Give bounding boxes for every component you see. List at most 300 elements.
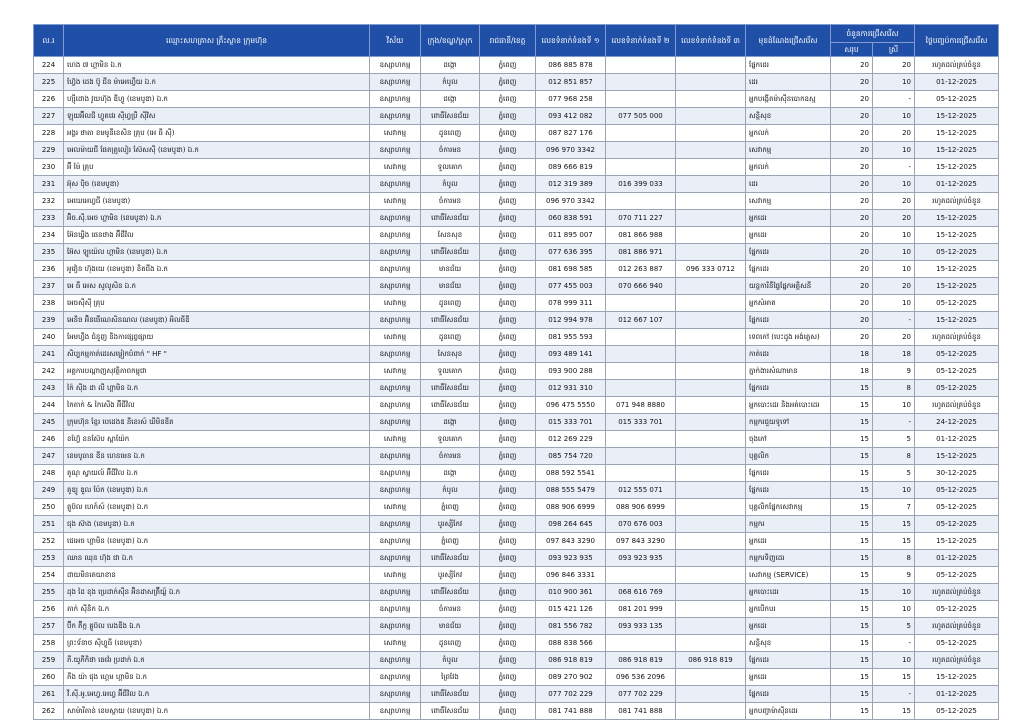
header-phone1: លេខទំនាក់ទំនងទី ១ xyxy=(536,25,606,57)
cell-province: ភ្នំពេញ xyxy=(480,176,536,193)
cell-province: ភ្នំពេញ xyxy=(480,380,536,397)
cell-province: ភ្នំពេញ xyxy=(480,618,536,635)
header-name: ឈ្មោះសហគ្រាស គ្រឹះស្ថាន ក្រុមហ៊ុន xyxy=(64,25,370,57)
cell-female: 5 xyxy=(873,431,915,448)
cell-sector: ឧស្សាហកម្ម xyxy=(370,244,421,261)
table-body xyxy=(34,57,999,720)
cell-position: បុគ្គលិក xyxy=(746,448,831,465)
cell-no: 248 xyxy=(34,465,64,482)
cell-no: 240 xyxy=(34,329,64,346)
cell-phone3 xyxy=(676,431,746,448)
cell-district: មានជ័យ xyxy=(421,618,480,635)
cell-sector: ឧស្សាហកម្ម xyxy=(370,414,421,431)
cell-total: 15 xyxy=(831,703,873,720)
cell-no: 231 xyxy=(34,176,64,193)
cell-female: 5 xyxy=(873,618,915,635)
header-phone3: លេខទំនាក់ទំនងទី ៣ xyxy=(676,25,746,57)
cell-position: ផ្នែកដេរ xyxy=(746,57,831,74)
cell-total: 20 xyxy=(831,125,873,142)
cell-position: ផ្នែកដេរ xyxy=(746,465,831,482)
table-row xyxy=(34,244,999,261)
cell-phone2 xyxy=(606,125,676,142)
cell-company-name: ប៊ីក ភ៊ីក្ក គ្លូប៊ល បេង​ឌីង ឯ.ក xyxy=(64,618,370,635)
cell-phone3 xyxy=(676,584,746,601)
cell-no: 262 xyxy=(34,703,64,720)
cell-no: 251 xyxy=(34,516,64,533)
job-listing-table xyxy=(33,24,999,720)
cell-phone3 xyxy=(676,108,746,125)
cell-position: ចុងភៅ xyxy=(746,431,831,448)
cell-phone1: 012 319 389 xyxy=(536,176,606,193)
cell-total: 15 xyxy=(831,567,873,584)
cell-company-name: អេលម៉ាយជី ផែតត្រូលៀរ ស៊ែសស៊ី (ខេមបូឌា) ឯ.ក xyxy=(64,142,370,159)
cell-company-name: វី.ស៊ី.អូ.អេហ្វ.អេហ្វ អ៊ីជីវិល ឯ.ក xyxy=(64,686,370,703)
cell-sector: សេវាកម្ម xyxy=(370,567,421,584)
cell-company-name: គូណុ ស្វាយល៍ អ៊ីជីវិល ឯ.ក xyxy=(64,465,370,482)
cell-phone2 xyxy=(606,142,676,159)
cell-position: អ្នកបើកបរ xyxy=(746,601,831,618)
table-row xyxy=(34,397,999,414)
cell-phone1: 096 970 3342 xyxy=(536,193,606,210)
cell-deadline: 05-12-2025 xyxy=(915,703,999,720)
cell-phone3 xyxy=(676,516,746,533)
cell-female: 8 xyxy=(873,550,915,567)
cell-province: ភ្នំពេញ xyxy=(480,601,536,618)
cell-district: ពោធិ៍សែនជ័យ xyxy=(421,244,480,261)
cell-position: អ្នកបោះដេរ និងអត់បោះដេរ xyxy=(746,397,831,414)
cell-phone2: 093 923 935 xyxy=(606,550,676,567)
cell-no: 228 xyxy=(34,125,64,142)
cell-phone3 xyxy=(676,227,746,244)
cell-position: ផ្នែកដេរ xyxy=(746,652,831,669)
cell-female: 20 xyxy=(873,210,915,227)
cell-district: ដង្កោ xyxy=(421,57,480,74)
cell-sector: ឧស្សាហកម្ម xyxy=(370,584,421,601)
cell-sector: សេវាកម្ម xyxy=(370,125,421,142)
table-row xyxy=(34,703,999,720)
cell-phone2 xyxy=(606,329,676,346)
table-row xyxy=(34,57,999,74)
cell-phone1: 088 906 6999 xyxy=(536,499,606,516)
cell-female: 20 xyxy=(873,57,915,74)
cell-company-name: ឈាន ឈុន ហ៊ុង ជា ឯ.ក xyxy=(64,550,370,567)
header-quantity: ចំនួនការជ្រើសរើស xyxy=(831,25,915,43)
cell-sector: ឧស្សាហកម្ម xyxy=(370,686,421,703)
cell-phone2: 012 263 887 xyxy=(606,261,676,278)
cell-deadline: 15-12-2025 xyxy=(915,159,999,176)
cell-district: ពោធិ៍សែនជ័យ xyxy=(421,703,480,720)
cell-deadline: 01-12-2025 xyxy=(915,550,999,567)
cell-position: យន្តការិនីផ្ទៃផ្នែកអគ្គិសនី xyxy=(746,278,831,295)
cell-phone3 xyxy=(676,635,746,652)
cell-total: 15 xyxy=(831,448,873,465)
cell-deadline: 30-12-2025 xyxy=(915,465,999,482)
cell-phone3 xyxy=(676,125,746,142)
cell-phone2: 012 555 071 xyxy=(606,482,676,499)
cell-company-name: ហ្វ៊ែង ដេង ប៊ូ ជីន ម៉ាអេហ្វេីយ ឯ.ក xyxy=(64,74,370,91)
cell-district: ទួលគោក xyxy=(421,431,480,448)
cell-phone2: 077 505 000 xyxy=(606,108,676,125)
cell-deadline: រហូតដល់គ្រប់ចំនួន xyxy=(915,193,999,210)
cell-district: ដូនពេញ xyxy=(421,635,480,652)
cell-total: 15 xyxy=(831,482,873,499)
cell-female: 8 xyxy=(873,448,915,465)
cell-phone1: 088 555 5479 xyxy=(536,482,606,499)
cell-phone3 xyxy=(676,448,746,465)
cell-sector: សេវាកម្ម xyxy=(370,329,421,346)
cell-district: បូរស្សីកែវ xyxy=(421,567,480,584)
cell-district: សែនសុខ xyxy=(421,346,480,363)
cell-province: ភ្នំពេញ xyxy=(480,142,536,159)
cell-total: 15 xyxy=(831,431,873,448)
cell-province: ភ្នំពេញ xyxy=(480,669,536,686)
cell-position: អ្នកដេរ xyxy=(746,669,831,686)
table-row xyxy=(34,465,999,482)
cell-phone1: 077 636 395 xyxy=(536,244,606,261)
cell-phone1: 012 994 978 xyxy=(536,312,606,329)
cell-company-name: តាក់ ស៊ីនិក ឯ.ក xyxy=(64,601,370,618)
cell-phone1: 089 270 902 xyxy=(536,669,606,686)
cell-position: ផ្នែកដេរ xyxy=(746,380,831,397)
cell-female: 10 xyxy=(873,227,915,244)
cell-phone2: 070 666 940 xyxy=(606,278,676,295)
cell-female: 10 xyxy=(873,176,915,193)
cell-district: ដង្កោ xyxy=(421,465,480,482)
cell-position: សេវាកម្ម (SERVICE) xyxy=(746,567,831,584)
cell-total: 15 xyxy=(831,601,873,618)
cell-phone3 xyxy=(676,380,746,397)
cell-position: អ្នកដេរ xyxy=(746,533,831,550)
cell-sector: សេវាកម្ម xyxy=(370,499,421,516)
cell-phone2: 070 676 003 xyxy=(606,516,676,533)
cell-position: ផ្នែកដេរ xyxy=(746,244,831,261)
cell-phone3 xyxy=(676,669,746,686)
cell-phone3 xyxy=(676,618,746,635)
cell-sector: ឧស្សាហកម្ម xyxy=(370,465,421,482)
cell-province: ភ្នំពេញ xyxy=(480,567,536,584)
cell-district: ពោធិ៍សែនជ័យ xyxy=(421,584,480,601)
cell-province: ភ្នំពេញ xyxy=(480,278,536,295)
table-row xyxy=(34,516,999,533)
table-row xyxy=(34,380,999,397)
cell-total: 15 xyxy=(831,533,873,550)
cell-no: 258 xyxy=(34,635,64,652)
cell-deadline: 15-12-2025 xyxy=(915,533,999,550)
cell-position: សន្តិសុខ xyxy=(746,108,831,125)
table-row xyxy=(34,635,999,652)
cell-phone1: 093 489 141 xyxy=(536,346,606,363)
cell-no: 237 xyxy=(34,278,64,295)
cell-total: 20 xyxy=(831,142,873,159)
cell-phone1: 086 918 819 xyxy=(536,652,606,669)
cell-female: 10 xyxy=(873,482,915,499)
cell-district: ពោធិ៍សែនជ័យ xyxy=(421,312,480,329)
header-province: រាជធានី/ខេត្ត xyxy=(480,25,536,57)
cell-total: 15 xyxy=(831,584,873,601)
cell-district: ទួលគោក xyxy=(421,159,480,176)
cell-no: 254 xyxy=(34,567,64,584)
cell-company-name: ឡុយអ៊ីលជី ហ្វូតវេរ ស៊ីហ្វប្រឺ ស៊ីវិស xyxy=(64,108,370,125)
cell-phone3 xyxy=(676,397,746,414)
table-row xyxy=(34,550,999,567)
cell-province: ភ្នំពេញ xyxy=(480,244,536,261)
cell-phone2 xyxy=(606,363,676,380)
cell-district: ចំការមន xyxy=(421,193,480,210)
cell-no: 226 xyxy=(34,91,64,108)
cell-province: ភ្នំពេញ xyxy=(480,227,536,244)
cell-district: មានជ័យ xyxy=(421,261,480,278)
cell-total: 15 xyxy=(831,652,873,669)
cell-phone1: 012 269 229 xyxy=(536,431,606,448)
cell-female: 7 xyxy=(873,499,915,516)
cell-company-name: កៃតាក់ & កៃ​សេីង អ៊ីជីវិល xyxy=(64,397,370,414)
cell-sector: ឧស្សាហកម្ម xyxy=(370,516,421,533)
cell-no: 249 xyxy=(34,482,64,499)
cell-no: 238 xyxy=(34,295,64,312)
table-row xyxy=(34,567,999,584)
cell-deadline: 15-12-2025 xyxy=(915,108,999,125)
cell-total: 20 xyxy=(831,210,873,227)
cell-phone2 xyxy=(606,380,676,397)
cell-district: ព្រៃវែង xyxy=(421,669,480,686)
cell-district: សែនសុខ xyxy=(421,227,480,244)
cell-phone1: 097 843 3290 xyxy=(536,533,606,550)
header-sector: វិស័យ xyxy=(370,25,421,57)
cell-no: 232 xyxy=(34,193,64,210)
cell-female: 10 xyxy=(873,601,915,618)
cell-phone1: 012 851 857 xyxy=(536,74,606,91)
cell-company-name: អេឃេអេហ្វជី (ខេមបូឌា) xyxy=(64,193,370,210)
cell-company-name: គ្លូប៊ល ហេក៍ស៍ (ខេមបូឌា) ឯ.ក xyxy=(64,499,370,516)
cell-position: កាត់ដេរ xyxy=(746,346,831,363)
cell-phone2 xyxy=(606,448,676,465)
cell-district: ពោធិ៍សែនជ័យ xyxy=(421,108,480,125)
header-phone2: លេខទំនាក់ទំនងទី ២ xyxy=(606,25,676,57)
cell-sector: ឧស្សាហកម្ម xyxy=(370,91,421,108)
cell-position: អ្នកបង្កើតម៉ាស៊ីនបោកឧស្ម xyxy=(746,91,831,108)
cell-female: 15 xyxy=(873,533,915,550)
cell-phone2 xyxy=(606,567,676,584)
cell-deadline: រហូតដល់គ្រប់ចំនួន xyxy=(915,618,999,635)
cell-phone3 xyxy=(676,57,746,74)
cell-company-name: អង្គរ ថាតា ខមមូនីខេសិន គ្រុប (អេ ធី ស៊ី) xyxy=(64,125,370,142)
cell-phone1: 085 754 720 xyxy=(536,448,606,465)
table-row xyxy=(34,482,999,499)
table-row xyxy=(34,363,999,380)
cell-sector: ឧស្សាហកម្ម xyxy=(370,74,421,91)
cell-position: អ្នកបញ្ជាម៉ាស៊ីនដេរ xyxy=(746,703,831,720)
cell-sector: ឧស្សាហកម្ម xyxy=(370,261,421,278)
cell-total: 15 xyxy=(831,618,873,635)
table-row xyxy=(34,346,999,363)
cell-phone1: 077 455 003 xyxy=(536,278,606,295)
cell-district: ពោធិ៍សែនជ័យ xyxy=(421,210,480,227)
cell-total: 20 xyxy=(831,74,873,91)
cell-district: បូរស្សីកែវ xyxy=(421,516,480,533)
cell-deadline: 01-12-2025 xyxy=(915,74,999,91)
cell-district: ទួលគោក xyxy=(421,363,480,380)
cell-deadline: 15-12-2025 xyxy=(915,210,999,227)
cell-female: - xyxy=(873,312,915,329)
cell-position: អ្នកបោះដេរ xyxy=(746,584,831,601)
cell-phone2 xyxy=(606,346,676,363)
cell-province: ភ្នំពេញ xyxy=(480,550,536,567)
cell-province: ភ្នំពេញ xyxy=(480,363,536,380)
cell-phone1: 086 885 878 xyxy=(536,57,606,74)
cell-phone1: 096 846 3331 xyxy=(536,567,606,584)
cell-deadline: 05-12-2025 xyxy=(915,482,999,499)
cell-total: 15 xyxy=(831,499,873,516)
cell-position: អ្នកលក់ xyxy=(746,159,831,176)
cell-total: 20 xyxy=(831,312,873,329)
cell-phone3 xyxy=(676,601,746,618)
cell-company-name: ជេអេច ហ្គាមិន (ខេមបូឌា) ឯ.ក xyxy=(64,533,370,550)
cell-female: 15 xyxy=(873,669,915,686)
cell-phone1: 078 999 311 xyxy=(536,295,606,312)
cell-phone1: 093 923 935 xyxy=(536,550,606,567)
cell-female: - xyxy=(873,414,915,431)
cell-phone3 xyxy=(676,346,746,363)
cell-phone1: 077 702 229 xyxy=(536,686,606,703)
cell-phone1: 093 412 082 xyxy=(536,108,606,125)
cell-province: ភ្នំពេញ xyxy=(480,652,536,669)
cell-phone3 xyxy=(676,482,746,499)
cell-province: ភ្នំពេញ xyxy=(480,414,536,431)
cell-sector: ឧស្សាហកម្ម xyxy=(370,346,421,363)
cell-sector: ឧស្សាហកម្ម xyxy=(370,108,421,125)
cell-company-name: ហ្ស៊ីដោង វូយហ៊ុង ឌីហ្វូ (ខេមបូឌា) ឯ.ក xyxy=(64,91,370,108)
cell-phone1: 096 970 3342 xyxy=(536,142,606,159)
cell-deadline: 05-12-2025 xyxy=(915,635,999,652)
cell-no: 233 xyxy=(34,210,64,227)
table-row xyxy=(34,193,999,210)
cell-total: 20 xyxy=(831,91,873,108)
cell-province: ភ្នំពេញ xyxy=(480,635,536,652)
cell-phone1: 077 968 258 xyxy=(536,91,606,108)
cell-total: 15 xyxy=(831,465,873,482)
cell-deadline: 05-12-2025 xyxy=(915,380,999,397)
cell-total: 20 xyxy=(831,108,873,125)
cell-company-name: អ៊ុស ប៉ិច (ខេមបូឌា) xyxy=(64,176,370,193)
cell-female: 10 xyxy=(873,397,915,414)
cell-no: 257 xyxy=(34,618,64,635)
cell-total: 18 xyxy=(831,346,873,363)
table-row xyxy=(34,261,999,278)
cell-female: 10 xyxy=(873,244,915,261)
cell-district: ដង្កោ xyxy=(421,414,480,431)
cell-sector: សេវាកម្ម xyxy=(370,431,421,448)
cell-female: 15 xyxy=(873,703,915,720)
cell-deadline: រហូតដល់គ្រប់ចំនួន xyxy=(915,397,999,414)
cell-phone3 xyxy=(676,567,746,584)
cell-no: 259 xyxy=(34,652,64,669)
cell-phone3 xyxy=(676,465,746,482)
cell-no: 230 xyxy=(34,159,64,176)
cell-position: សេវាកម្ម xyxy=(746,142,831,159)
cell-sector: សេវាកម្ម xyxy=(370,159,421,176)
cell-total: 15 xyxy=(831,414,873,431)
cell-company-name: អ៊ែនឃ្វីង ផេនថាង អ៊ីជីវិល xyxy=(64,227,370,244)
cell-phone2: 086 918 819 xyxy=(606,652,676,669)
cell-position: កម្មករជួយទូទៅ xyxy=(746,414,831,431)
cell-phone2 xyxy=(606,193,676,210)
cell-position: បុគ្គលិកផ្នែកសេវាកម្ម xyxy=(746,499,831,516)
cell-total: 20 xyxy=(831,295,873,312)
cell-company-name: សិប្បកម្មកាត់ដេរសម្លៀកបំពាក់ " HF " xyxy=(64,346,370,363)
cell-phone3 xyxy=(676,533,746,550)
cell-phone3 xyxy=(676,686,746,703)
cell-sector: ឧស្សាហកម្ម xyxy=(370,482,421,499)
cell-position: អ្នកដេរ xyxy=(746,210,831,227)
cell-no: 235 xyxy=(34,244,64,261)
cell-female: 10 xyxy=(873,261,915,278)
cell-total: 20 xyxy=(831,261,873,278)
cell-phone2: 012 667 107 xyxy=(606,312,676,329)
table-row xyxy=(34,448,999,465)
cell-phone1: 088 592 5541 xyxy=(536,465,606,482)
table-row xyxy=(34,295,999,312)
cell-phone3 xyxy=(676,295,746,312)
cell-province: ភ្នំពេញ xyxy=(480,533,536,550)
cell-no: 260 xyxy=(34,669,64,686)
cell-company-name: អ៊ី ម៉ៃ គ្រុប xyxy=(64,159,370,176)
cell-total: 20 xyxy=(831,176,873,193)
table-row xyxy=(34,210,999,227)
cell-phone2 xyxy=(606,465,676,482)
cell-position: សេវាកម្ម xyxy=(746,193,831,210)
cell-female: 20 xyxy=(873,125,915,142)
cell-province: ភ្នំពេញ xyxy=(480,108,536,125)
table-row xyxy=(34,74,999,91)
cell-female: - xyxy=(873,686,915,703)
cell-company-name: ខហ្វ៊ែ ខនស៊ែប ស្ពាយ៉ែក xyxy=(64,431,370,448)
cell-no: 252 xyxy=(34,533,64,550)
cell-deadline: រហូតដល់គ្រប់ចំនួន xyxy=(915,57,999,74)
cell-district: ចំការមន xyxy=(421,448,480,465)
cell-province: ភ្នំពេញ xyxy=(480,482,536,499)
cell-phone1: 098 264 645 xyxy=(536,516,606,533)
cell-province: ភ្នំពេញ xyxy=(480,57,536,74)
cell-company-name: អ៊ិច.ស៊ី.អេច ហ្គាមិន (ខេមបូឌា) ឯ.ក xyxy=(64,210,370,227)
table-row xyxy=(34,652,999,669)
cell-female: 8 xyxy=(873,380,915,397)
table-row xyxy=(34,176,999,193)
cell-no: 261 xyxy=(34,686,64,703)
table-row xyxy=(34,278,999,295)
cell-province: ភ្នំពេញ xyxy=(480,312,536,329)
cell-total: 15 xyxy=(831,380,873,397)
table-row xyxy=(34,142,999,159)
cell-deadline: 05-12-2025 xyxy=(915,601,999,618)
cell-sector: ឧស្សាហកម្ម xyxy=(370,669,421,686)
cell-district: ភ្នំពេញ xyxy=(421,533,480,550)
cell-phone3 xyxy=(676,91,746,108)
cell-deadline: 05-12-2025 xyxy=(915,346,999,363)
cell-female: 10 xyxy=(873,584,915,601)
cell-province: ភ្នំពេញ xyxy=(480,465,536,482)
cell-district: មានជ័យ xyxy=(421,278,480,295)
cell-phone1: 087 827 176 xyxy=(536,125,606,142)
cell-deadline: 24-12-2025 xyxy=(915,414,999,431)
cell-no: 242 xyxy=(34,363,64,380)
cell-district: ដូនពេញ xyxy=(421,295,480,312)
cell-district: កំបូល xyxy=(421,74,480,91)
cell-phone2 xyxy=(606,74,676,91)
header-female: ស្រី xyxy=(873,43,915,57)
cell-no: 236 xyxy=(34,261,64,278)
cell-phone2: 081 886 971 xyxy=(606,244,676,261)
table-row xyxy=(34,601,999,618)
